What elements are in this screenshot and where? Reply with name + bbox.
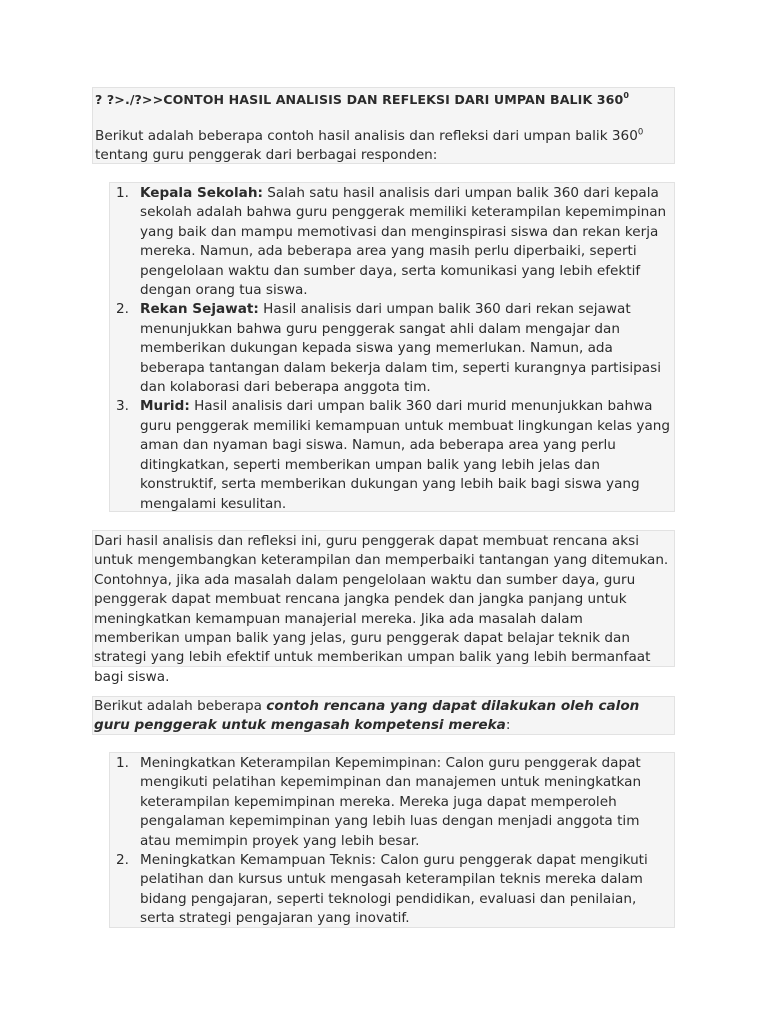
list-item-title: Kepala Sekolah [140,185,258,201]
intro-before: Berikut adalah beberapa contoh hasil analisis dan refleksi dari umpan balik 360 [95,128,638,144]
list-item-text: Hasil analisis dari umpan balik 360 dari rekan sejawat menunjukkan bahwa guru penggerak sangat ahli dalam mengajar dan memberikan dukungan kepada siswa yang memerlukan. Namun, ada beberapa tantangan dalam bekerja dalam tim, seperti kurangnya partisipasi dan kolaborasi dari beberapa anggota tim. [140,301,661,396]
plans-list-block [109,752,675,928]
list-item [110,300,672,397]
list-number: 2. [116,301,129,318]
list-item-text: Meningkatkan Kemampuan Teknis: Calon guru penggerak dapat mengikuti pelatihan dan kursus untuk mengasah keterampilan teknis mereka dalam bidang pengajaran, seperti teknologi pendidikan, evaluasi dan penilaian, serta strategi pengajaran yang inovatif. [140,852,648,927]
plans-intro-block [92,696,675,735]
reflection-paragraph: Dari hasil analisis dan refleksi ini, guru penggerak dapat membuat rencana aksi untuk mengembangkan keterampilan dan memperbaiki tantangan yang ditemukan. Contohnya, jika ada masalah dalam pengelolaan waktu dan sumber daya, guru penggerak dapat membuat rencana jangka pendek dan jangka panjang untuk meningkatkan kemampuan manajerial mereka. Jika ada masalah dalam memberikan umpan balik yang jelas, guru penggerak dapat belajar teknik dan strategi yang lebih efektif untuk memberikan umpan balik yang lebih bermanfaat bagi siswa. [94,533,669,685]
intro-text [95,127,672,165]
list-item-separator: : [253,301,259,318]
plans-intro-emphasis: contoh rencana yang dapat dilakukan oleh calon guru penggerak untuk mengasah kompetensi mereka [94,698,640,734]
list-item-text: Salah satu hasil analisis dari umpan balik 360 dari kepala sekolah adalah bahwa guru penggerak memiliki keterampilan kepemimpinan yang baik dan mampu memotivasi dan menginspirasi siswa dan rekan kerja mereka. Namun, ada beberapa area yang masih perlu diperbaiki, seperti pengelolaan waktu dan sumber daya, serta komunikasi yang lebih efektif dengan orang tua siswa. [140,185,667,299]
plans-intro [94,697,672,736]
list-item-separator: : [257,185,263,201]
list-item-separator: : [184,398,190,415]
list-number: 3. [116,398,129,415]
list-item-text: Meningkatkan Keterampilan Kepemimpinan: Calon guru penggerak dapat mengikuti pelatihan kepemimpinan dan manajemen untuk meningkatkan keterampilan kepemimpinan mereka. Mereka juga dapat memperoleh pengalaman kepemimpinan yang lebih luas dengan menjadi anggota tim atau memimpin proyek yang lebih besar. [140,755,642,849]
plans-list [110,754,672,929]
title-superscript: 0 [623,90,630,100]
title-text: CONTOH HASIL ANALISIS DAN REFLEKSI DARI UMPAN BALIK 360 [163,92,624,107]
list-item [110,184,672,300]
list-item-title: Murid [140,398,185,415]
intro-superscript: 0 [637,127,644,138]
document-title [95,91,672,109]
list-item [110,754,672,851]
list-number: 1. [116,755,129,771]
list-item-text: Hasil analisis dari umpan balik 360 dari murid menunjukkan bahwa guru penggerak memiliki kemampuan untuk membuat lingkungan kelas yang aman dan nyaman bagi siswa. Namun, ada beberapa area yang perlu ditingkatkan, seperti memberikan umpan balik yang lebih jelas dan konstruktif, serta memberikan dukungan yang lebih baik bagi siswa yang mengalami kesulitan. [140,398,671,512]
header-block [92,87,675,164]
analysis-list [110,184,672,514]
list-item-title: Rekan Sejawat [140,301,254,318]
plans-intro-after: : [505,717,511,734]
intro-after: tentang guru penggerak dari berbagai responden: [95,147,438,163]
analysis-list-block [109,182,675,512]
reflection-paragraph-block [92,530,675,685]
list-number: 2. [116,852,129,869]
list-item [110,851,672,929]
list-item [110,397,672,513]
plans-intro-before: Berikut adalah beberapa [94,698,267,714]
title-prefix: ? ?>./?>> [95,92,164,107]
list-number: 1. [116,185,129,201]
